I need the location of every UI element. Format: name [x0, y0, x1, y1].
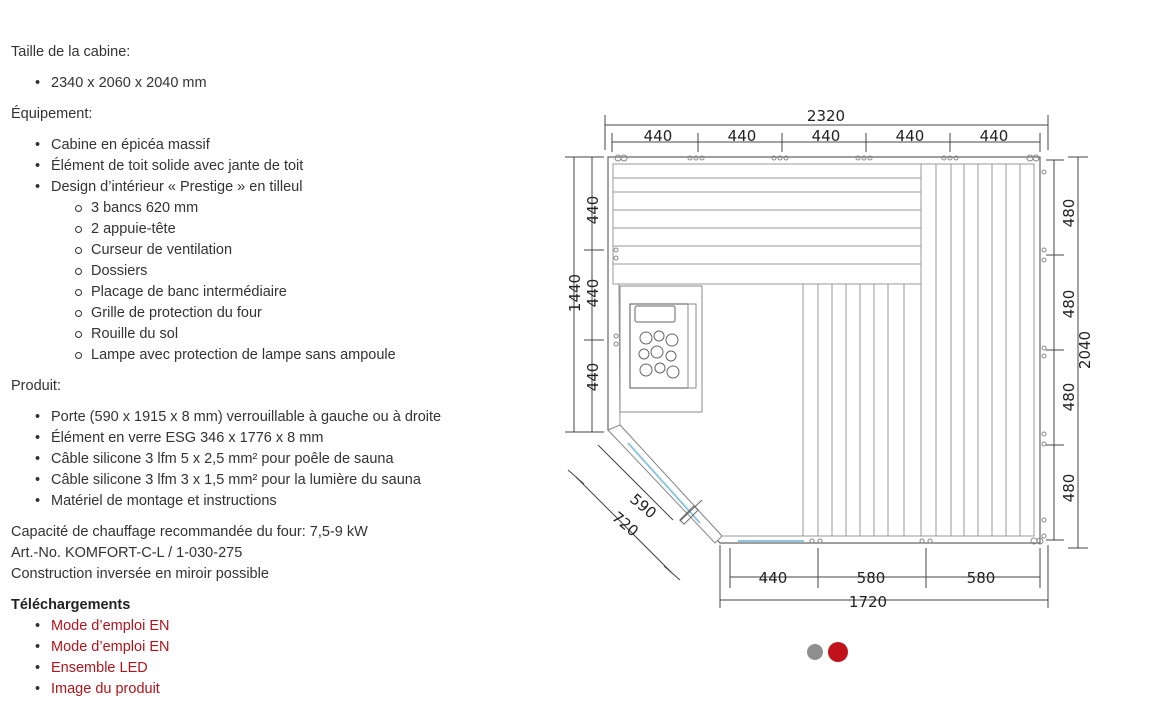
dim-top-segment: 440 [979, 127, 1009, 145]
top-bench [613, 164, 921, 284]
dim-bottom-segment: 580 [966, 569, 996, 587]
downloads-heading: Téléchargements [11, 597, 131, 613]
download-link-led[interactable]: Ensemble LED [51, 660, 148, 676]
dim-left-segment: 440 [584, 362, 602, 392]
dim-top-segment: 440 [895, 127, 925, 145]
download-item [11, 616, 571, 637]
carousel-dot-2-active[interactable] [828, 642, 848, 662]
list-item: • Élément en verre ESG 346 x 1776 x 8 mm [11, 428, 571, 449]
dim-right-segment: 480 [1060, 289, 1078, 319]
dim-door-outer: 720 [608, 508, 642, 541]
dim-bottom-segment: 440 [758, 569, 788, 587]
list-item: • 2340 x 2060 x 2040 mm [11, 73, 571, 94]
download-link-product-image[interactable]: Image du produit [51, 681, 160, 697]
dim-top-segment: 440 [727, 127, 757, 145]
list-item: • Porte (590 x 1915 x 8 mm) verrouillable à gauche ou à droite [11, 407, 571, 428]
dim-top-segment: 440 [643, 127, 673, 145]
list-item: Placage de banc intermédiaire [11, 282, 571, 303]
carousel-dot-1[interactable] [807, 644, 823, 660]
list-item: • Cabine en épicéa massif [11, 135, 571, 156]
dim-right-total: 2040 [1076, 330, 1094, 370]
middle-bench [803, 284, 921, 536]
download-item [11, 658, 571, 679]
list-item: Rouille du sol [11, 324, 571, 345]
download-link-manual-1[interactable]: Mode d’emploi EN [51, 618, 170, 634]
dim-left-segment: 440 [584, 195, 602, 225]
list-item: Dossiers [11, 261, 571, 282]
equipment-list [11, 135, 571, 366]
list-item: • Câble silicone 3 lfm 3 x 1,5 mm² pour la lumière du sauna [11, 470, 571, 491]
list-item: 2 appuie-tête [11, 219, 571, 240]
list-item: • Câble silicone 3 lfm 5 x 2,5 mm² pour poêle de sauna [11, 449, 571, 470]
right-bench [921, 164, 1034, 536]
dim-top-total: 2320 [806, 107, 846, 125]
article-number: Art.-No. KOMFORT-C-L / 1-030-275 [11, 545, 243, 561]
list-item: 3 bancs 620 mm [11, 198, 571, 219]
dim-door: 590 [626, 490, 660, 523]
dim-right-segment: 480 [1060, 473, 1078, 503]
product-description [11, 0, 571, 700]
list-item: Lampe avec protection de lampe sans ampoule [11, 345, 571, 366]
list-item: • Élément de toit solide avec jante de toit [11, 156, 571, 177]
interior-list [11, 198, 571, 366]
equipment-heading: Équipement: [11, 106, 93, 122]
dim-right-segment: 480 [1060, 198, 1078, 228]
dim-left-segment: 440 [584, 278, 602, 308]
list-item: Grille de protection du four [11, 303, 571, 324]
heating-capacity: Capacité de chauffage recommandée du four: 7,5-9 kW [11, 524, 368, 540]
mirror-note: Construction inversée en miroir possible [11, 566, 269, 582]
size-heading: Taille de la cabine: [11, 44, 131, 60]
product-list [11, 407, 571, 512]
floor-plan-diagram [560, 100, 1100, 620]
list-item: • Matériel de montage et instructions [11, 491, 571, 512]
sauna-stove [620, 286, 702, 412]
dim-bottom-segment: 580 [856, 569, 886, 587]
download-item [11, 637, 571, 658]
dim-right-segment: 480 [1060, 382, 1078, 412]
list-item [11, 177, 571, 366]
dim-bottom-total: 1720 [848, 593, 888, 611]
size-list [11, 73, 571, 94]
list-item-label: Design d’intérieur « Prestige » en tilleul [51, 179, 303, 195]
dim-left-total: 1440 [566, 273, 584, 313]
download-link-manual-2[interactable]: Mode d’emploi EN [51, 639, 170, 655]
downloads-list [11, 616, 571, 700]
dim-top-segment: 440 [811, 127, 841, 145]
product-heading: Produit: [11, 378, 61, 394]
download-item [11, 679, 571, 700]
list-item: Curseur de ventilation [11, 240, 571, 261]
